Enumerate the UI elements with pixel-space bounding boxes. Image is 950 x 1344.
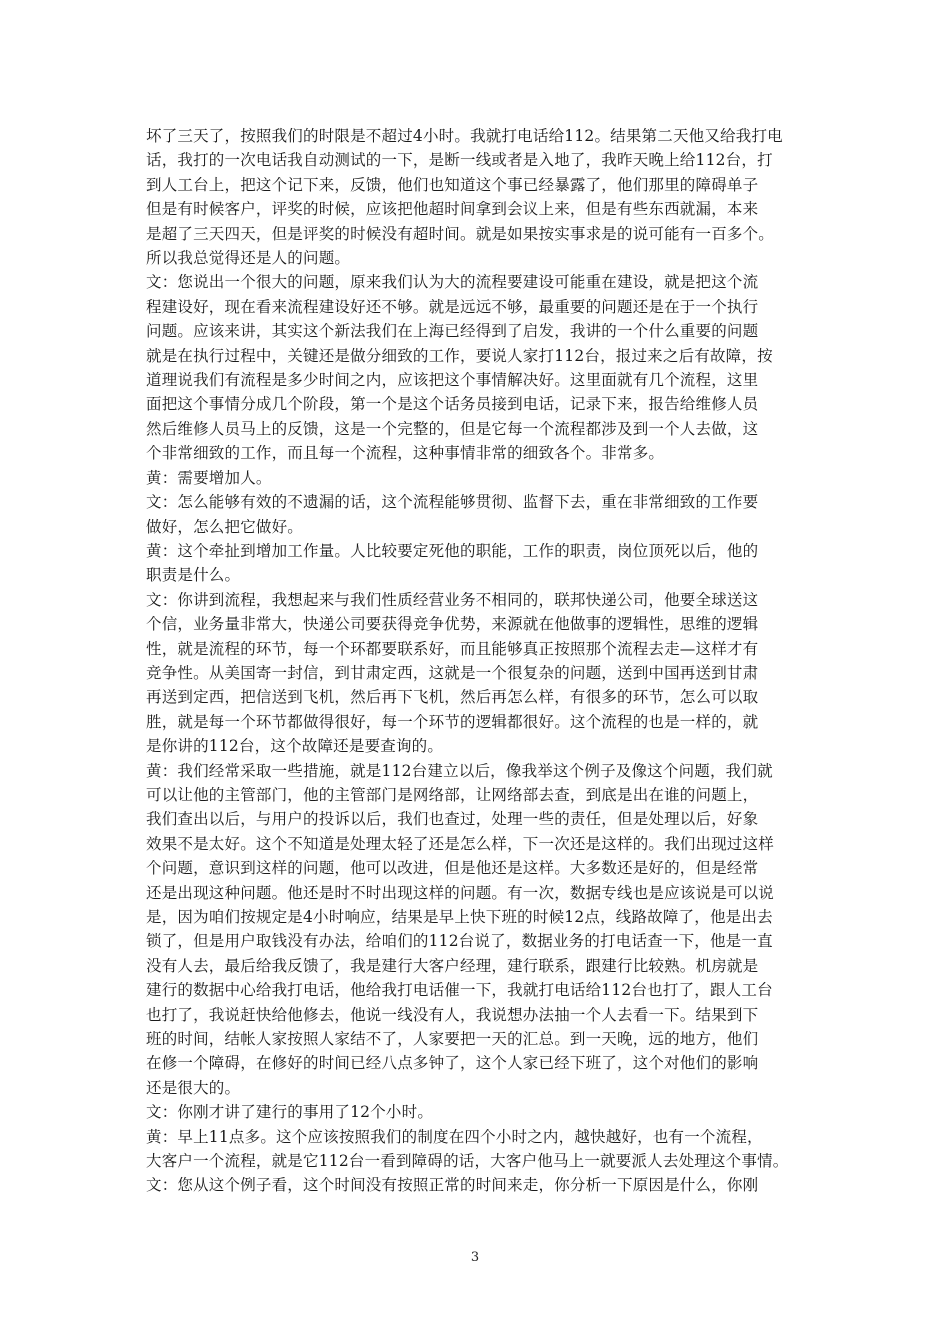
text-line: 然后维修人员马上的反馈，这是一个完整的，但是它每一个流程都涉及到一个人去做，这 <box>146 419 759 438</box>
text-line: 黄：这个牵扯到增加工作量。人比较要定死他的职能，工作的职责，岗位顶死以后，他的 <box>146 541 759 560</box>
text-line: 职责是什么。 <box>146 566 241 585</box>
text-line: 再送到定西，把信送到飞机，然后再下飞机，然后再怎么样，有很多的环节，怎么可以取 <box>146 688 759 707</box>
text-line: 做好，怎么把它做好。 <box>146 517 304 536</box>
text-line: 还是出现这种问题。他还是时不时出现这样的问题。有一次，数据专线也是应该说是可以说 <box>146 883 775 902</box>
text-line: 是，因为咱们按规定是4小时响应，结果是早上快下班的时候12点，线路故障了，他是出去 <box>146 908 773 926</box>
text-line: 胜，就是每一个环节都做得很好，每一个环节的逻辑都很好。这个流程的也是一样的，就 <box>146 712 759 731</box>
paragraph <box>146 490 811 539</box>
text-line: 效果不是太好。这个不知道是处理太轻了还是怎么样，下一次还是这样的。我们出现过这样 <box>146 834 775 853</box>
text-line: 道理说我们有流程是多少时间之内，应该把这个事情解决好。这里面就有几个流程，这里 <box>146 371 759 390</box>
text-line: 也打了，我说赶快给他修去，他说一线没有人，我说想办法抽一个人去看一下。结果到下 <box>146 1005 759 1024</box>
text-line: 可以让他的主管部门，他的主管部门是网络部，让网络部去查，到底是出在谁的问题上， <box>146 785 759 804</box>
text-line: 个问题，意识到这样的问题，他可以改进，但是他还是这样。大多数还是好的，但是经常 <box>146 859 759 878</box>
text-line: 坏了三天了，按照我们的时限是不超过4小时。我就打电话给112。结果第二天他又给我打电 <box>146 127 783 145</box>
text-line: 所以我总觉得还是人的问题。 <box>146 249 351 268</box>
text-line: 文：你讲到流程，我想起来与我们性质经营业务不相同的，联邦快递公司，他要全球送这 <box>146 590 759 609</box>
text-line: 文：您说出一个很大的问题，原来我们认为大的流程要建设可能重在建设，就是把这个流 <box>146 273 759 292</box>
paragraph <box>146 1173 811 1197</box>
paragraph <box>146 466 811 490</box>
document-body <box>146 124 811 1198</box>
text-line: 我们查出以后，与用户的投诉以后，我们也查过，处理一些的责任，但是处理以后，好象 <box>146 810 759 829</box>
text-line: 文：你刚才讲了建行的事用了12个小时。 <box>146 1103 434 1122</box>
text-line: 但是有时候客户，评奖的时候，应该把他超时间拿到会议上来，但是有些东西就漏，本来 <box>146 200 759 219</box>
paragraph <box>146 124 811 270</box>
paragraph <box>146 1125 811 1174</box>
text-line: 文：您从这个例子看，这个时间没有按照正常的时间来走，你分析一下原因是什么，你刚 <box>146 1176 759 1195</box>
paragraph <box>146 270 811 465</box>
text-line: 面把这个事情分成几个阶段，第一个是这个话务员接到电话，记录下来，报告给维修人员 <box>146 395 759 414</box>
text-line: 黄：需要增加人。 <box>146 468 272 487</box>
text-line: 就是在执行过程中，关键还是做分细致的工作，要说人家打112台，报过来之后有故障，按 <box>146 346 773 365</box>
text-line: 性，就是流程的环节，每一个环都要联系好，而且能够真正按照那个流程去走—这样才有 <box>146 639 759 658</box>
text-line: 在修一个障碍，在修好的时间已经八点多钟了，这个人家已经下班了，这个对他们的影响 <box>146 1054 759 1073</box>
text-line: 个信，业务量非常大，快递公司要获得竞争优势，来源就在他做事的逻辑性，思维的逻辑 <box>146 615 759 634</box>
text-line: 话，我打的一次电话我自动测试的一下，是断一线或者是入地了，我昨天晚上给112台，打 <box>146 151 773 170</box>
text-line: 锁了，但是用户取钱没有办法，给咱们的112台说了，数据业务的打电话查一下，他是一直 <box>146 932 773 951</box>
paragraph <box>146 539 811 588</box>
text-line: 黄：早上11点多。这个应该按照我们的制度在四个小时之内，越快越好，也有一个流程， <box>146 1127 763 1146</box>
paragraph <box>146 1100 811 1124</box>
text-line: 建行的数据中心给我打电话，他给我打电话催一下，我就打电话给112台也打了，跟人工台 <box>146 981 773 1000</box>
text-line: 个非常细致的工作，而且每一个流程，这种事情非常的细致各个。非常多。 <box>146 444 665 463</box>
text-line: 还是很大的。 <box>146 1078 241 1097</box>
text-line: 到人工台上，把这个记下来，反馈，他们也知道这个事已经暴露了，他们那里的障碍单子 <box>146 175 759 194</box>
page-number: 3 <box>470 1250 480 1265</box>
paragraph <box>146 588 811 759</box>
text-line: 程建设好，现在看来流程建设好还不够。就是远远不够，最重要的问题还是在于一个执行 <box>146 297 759 316</box>
text-line: 竞争性。从美国寄一封信，到甘肃定西，这就是一个很复杂的问题，送到中国再送到甘肃 <box>146 663 759 682</box>
text-line: 大客户一个流程，就是它112台一看到障碍的话，大客户他马上一就要派人去处理这个事情。 <box>146 1152 789 1171</box>
text-line: 没有人去，最后给我反馈了，我是建行大客户经理，建行联系，跟建行比较熟。机房就是 <box>146 956 759 975</box>
text-line: 问题。应该来讲，其实这个新法我们在上海已经得到了启发，我讲的一个什么重要的问题 <box>146 322 759 341</box>
text-line: 是你讲的112台，这个故障还是要查询的。 <box>146 737 444 756</box>
text-line: 黄：我们经常采取一些措施，就是112台建立以后，像我举这个例子及像这个问题，我们就 <box>146 761 773 780</box>
text-line: 文：怎么能够有效的不遗漏的话，这个流程能够贯彻、监督下去，重在非常细致的工作要 <box>146 493 759 512</box>
text-line: 是超了三天四天，但是评奖的时候没有超时间。就是如果按实事求是的说可能有一百多个。 <box>146 224 775 243</box>
paragraph <box>146 759 811 1101</box>
text-line: 班的时间，结帐人家按照人家结不了，人家要把一天的汇总。到一天晚，远的地方，他们 <box>146 1030 759 1049</box>
